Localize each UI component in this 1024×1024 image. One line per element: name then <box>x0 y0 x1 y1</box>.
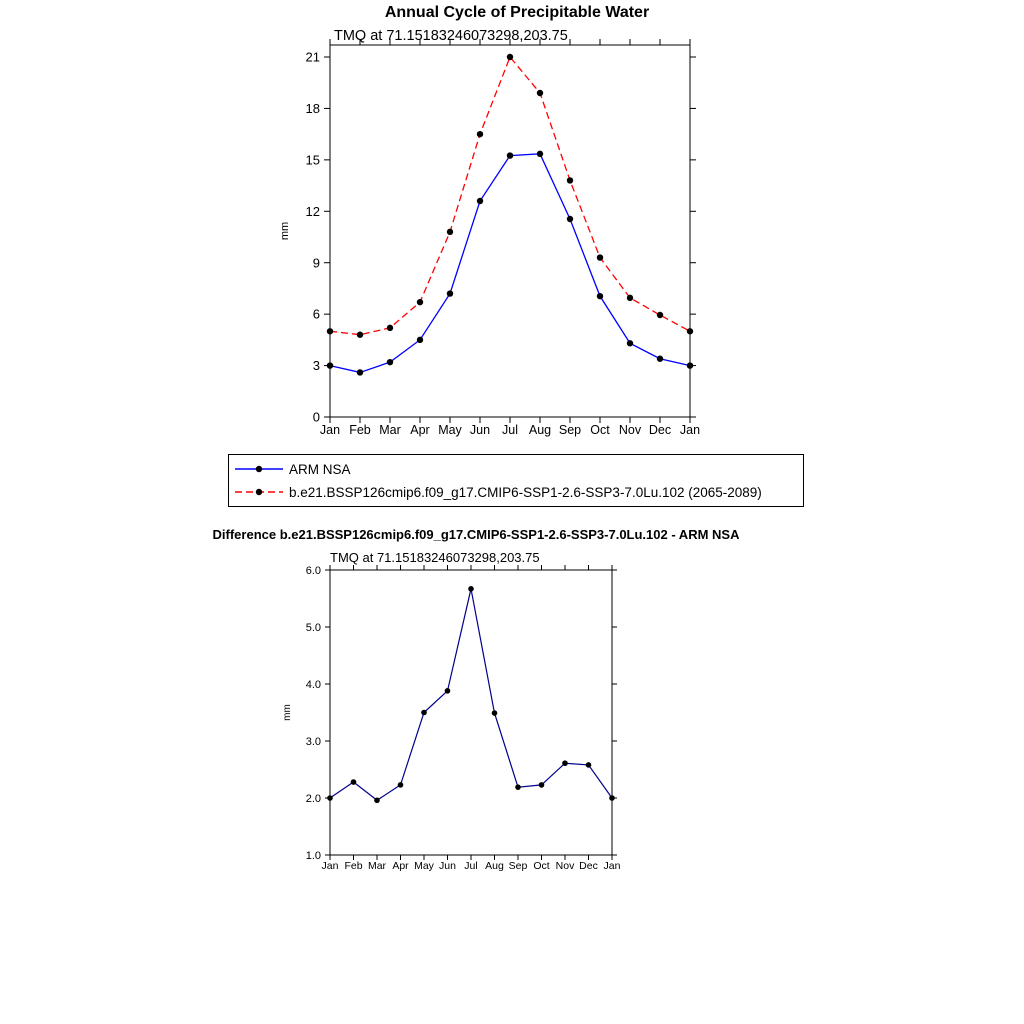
data-point-marker <box>417 337 423 343</box>
x-tick-label: Feb <box>349 423 371 437</box>
data-point-marker <box>492 710 498 716</box>
x-tick-label: Oct <box>533 860 550 872</box>
x-tick-label: Sep <box>558 423 582 437</box>
data-point-marker <box>537 90 543 96</box>
data-point-marker <box>567 177 573 183</box>
legend-line-sample-icon <box>233 485 285 499</box>
data-point-marker <box>387 325 393 331</box>
data-point-marker <box>387 359 393 365</box>
top-chart-plot <box>270 30 730 450</box>
data-point-marker <box>507 54 513 60</box>
y-tick-label: 9 <box>312 255 320 271</box>
y-axis-label: mm <box>282 704 293 721</box>
data-point-marker <box>357 369 363 375</box>
x-tick-label: Mar <box>367 860 387 872</box>
data-point-marker <box>447 229 453 235</box>
data-point-marker <box>657 356 663 362</box>
x-tick-label: Nov <box>555 860 575 872</box>
data-point-marker <box>627 340 633 346</box>
y-tick-label: 6.0 <box>305 564 321 577</box>
y-tick-label: 12 <box>305 203 320 219</box>
x-tick-label: Jun <box>439 860 456 872</box>
data-point-marker <box>597 293 603 299</box>
x-tick-label: Apr <box>410 423 430 437</box>
data-point-marker <box>417 299 423 305</box>
x-tick-label: Dec <box>579 860 598 872</box>
data-point-marker <box>567 216 573 222</box>
data-point-marker <box>445 688 451 694</box>
x-tick-label: Mar <box>379 423 401 437</box>
data-point-marker <box>537 151 543 157</box>
data-point-marker <box>562 760 568 766</box>
x-tick-label: Jul <box>464 860 478 872</box>
x-tick-label: Sep <box>508 860 528 872</box>
legend-item-arm-nsa <box>233 458 799 481</box>
data-point-marker <box>515 784 521 790</box>
y-tick-label: 6 <box>312 306 320 322</box>
data-point-marker <box>539 782 545 788</box>
x-tick-label: Jan <box>321 860 339 872</box>
bottom-chart-title: Difference b.e21.BSSP126cmip6.f09_g17.CMIP6-SSP1-2.6-SSP3-7.0Lu.102 - ARM NSA <box>212 527 740 542</box>
x-tick-label: May <box>438 423 462 437</box>
x-tick-label: Jul <box>502 423 518 437</box>
y-tick-label: 5.0 <box>305 621 321 634</box>
y-tick-label: 4.0 <box>305 678 321 691</box>
x-tick-label: Jun <box>469 423 491 437</box>
x-tick-label: Apr <box>392 860 409 872</box>
y-tick-label: 18 <box>305 100 320 116</box>
data-point-marker <box>327 362 333 368</box>
legend-label-arm-nsa: ARM NSA <box>289 461 351 477</box>
x-tick-label: Nov <box>618 423 642 437</box>
data-point-marker <box>374 797 380 803</box>
series-line <box>330 589 612 800</box>
top-chart-subtitle: TMQ at 71.15183246073298,203.75 <box>334 28 568 44</box>
data-point-marker <box>687 362 693 368</box>
legend-line-sample-icon <box>233 462 285 476</box>
top-chart-title: Annual Cycle of Precipitable Water <box>384 4 650 21</box>
data-point-marker <box>421 710 427 716</box>
x-tick-label: May <box>414 860 434 872</box>
bottom-chart-plot <box>270 560 670 880</box>
data-point-marker <box>507 152 513 158</box>
data-point-marker <box>657 312 663 318</box>
x-tick-label: Aug <box>485 860 504 872</box>
y-tick-label: 3.0 <box>305 735 321 748</box>
x-tick-label: Aug <box>528 423 552 437</box>
series-line <box>330 154 690 373</box>
y-tick-label: 1.0 <box>305 849 321 862</box>
x-tick-label: Jan <box>319 423 341 437</box>
data-point-marker <box>597 254 603 260</box>
series-line <box>330 57 690 335</box>
legend-item-model-run <box>233 481 799 504</box>
y-tick-label: 15 <box>305 152 320 168</box>
data-point-marker <box>351 779 357 785</box>
data-point-marker <box>327 795 333 801</box>
y-tick-label: 2.0 <box>305 792 321 805</box>
bottom-chart-subtitle: TMQ at 71.15183246073298,203.75 <box>330 550 540 565</box>
data-point-marker <box>586 762 592 768</box>
data-point-marker <box>477 198 483 204</box>
y-tick-label: 3 <box>312 358 320 374</box>
plot-frame <box>330 45 690 417</box>
data-point-marker <box>477 131 483 137</box>
x-tick-label: Jan <box>603 860 621 872</box>
y-tick-label: 21 <box>305 49 320 65</box>
data-point-marker <box>687 328 693 334</box>
data-point-marker <box>468 586 474 592</box>
x-tick-label: Dec <box>648 423 672 437</box>
x-tick-label: Feb <box>344 860 363 872</box>
x-tick-label: Jan <box>679 423 701 437</box>
data-point-marker <box>447 290 453 296</box>
data-point-marker <box>327 328 333 334</box>
legend-label-model-run: b.e21.BSSP126cmip6.f09_g17.CMIP6-SSP1-2.6-SSP3-7.0Lu.102 (2065-2089) <box>289 484 762 500</box>
y-tick-label: 0 <box>312 409 320 425</box>
x-tick-label: Oct <box>590 423 610 437</box>
data-point-marker <box>357 332 363 338</box>
plot-frame <box>330 570 612 855</box>
data-point-marker <box>609 795 615 801</box>
y-axis-label: mm <box>279 221 291 241</box>
data-point-marker <box>398 782 404 788</box>
legend-box <box>228 454 804 507</box>
data-point-marker <box>627 295 633 301</box>
